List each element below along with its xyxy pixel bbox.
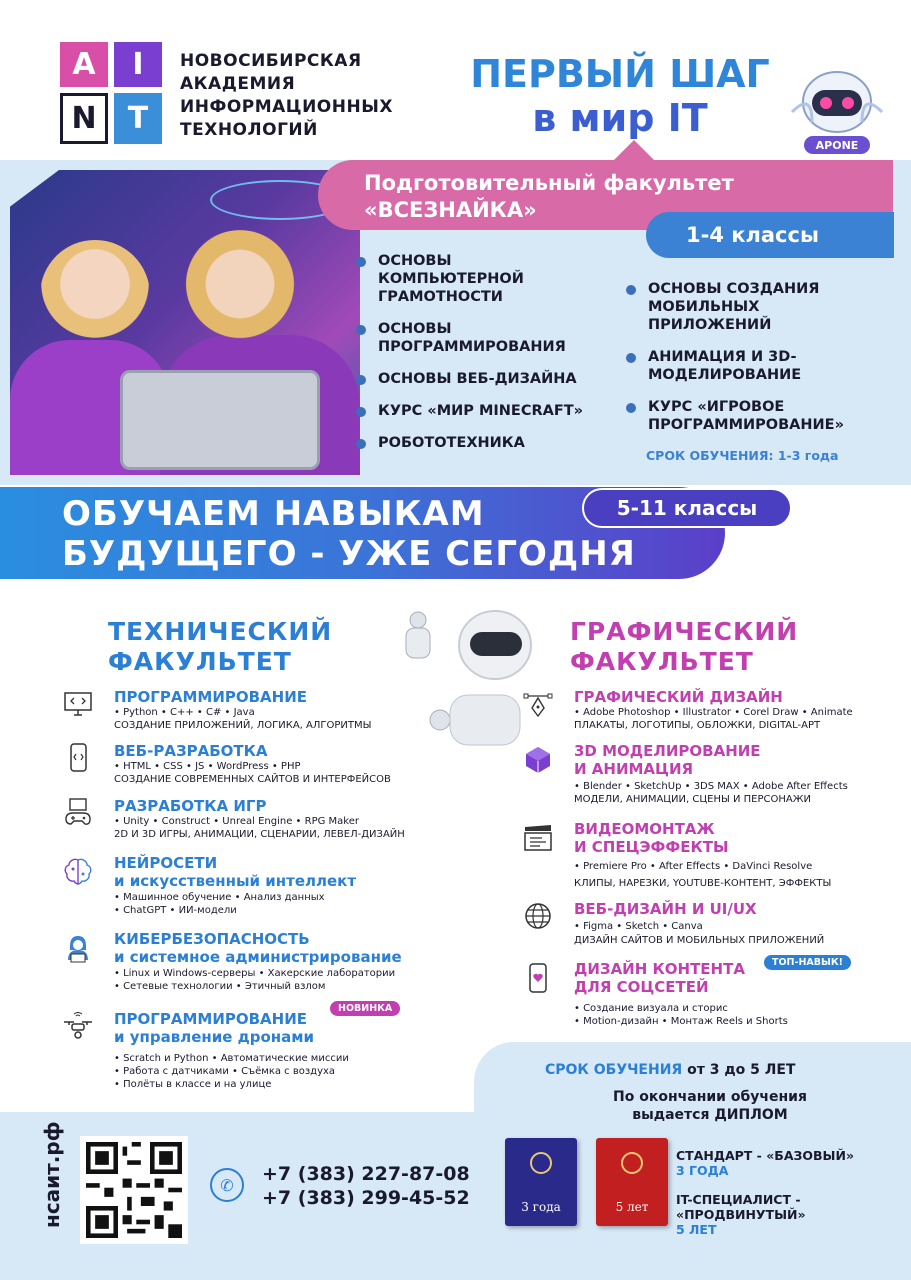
robot-peeking-icon: [400, 600, 540, 760]
prep-grades-pill: 1-4 классы: [646, 212, 894, 258]
prep-banner: Подготовительный факультет «ВСЕЗНАЙКА»: [318, 160, 893, 230]
academy-name: НОВОСИБИРСКАЯ АКАДЕМИЯ ИНФОРМАЦИОННЫХ ТЕХНОЛОГИЙ: [180, 51, 393, 140]
site-url[interactable]: нсаит.рф: [40, 1121, 64, 1228]
diploma-5-years: 5 лет: [596, 1138, 668, 1226]
top-skill-badge: ТОП-НАВЫК!: [764, 955, 851, 970]
hacker-icon: [62, 932, 94, 964]
tech-course-drones: ПРОГРАММИРОВАНИЕ и управление дронами • Scratch и Python • Автоматические миссии • Работа с датчиками • Съёмка с воздуха • Полёты в классе и на улице: [62, 1010, 402, 1090]
prep-term: СРОК ОБУЧЕНИЯ: 1-3 года: [646, 448, 839, 463]
emblem-icon: [621, 1152, 643, 1174]
prep-course-item: КУРС «МИР MINECRAFT»: [356, 402, 616, 420]
diploma-3-years: 3 года: [505, 1138, 577, 1226]
robot-badge: APONE: [815, 139, 859, 152]
code-monitor-icon: [62, 688, 94, 720]
qr-code[interactable]: [80, 1136, 188, 1244]
tech-course-games: РАЗРАБОТКА ИГР • Unity • Construct • Unreal Engine • RPG Maker 2D И 3D ИГРЫ, АНИМАЦИИ, СЦЕНАРИИ, ЛЕВЕЛ-ДИЗАЙН: [62, 797, 402, 841]
gamepad-icon: [62, 797, 94, 829]
logo: [60, 42, 162, 144]
tech-course-web: ВЕБ-РАЗРАБОТКА • HTML • CSS • JS • WordPress • PHP СОЗДАНИЕ СОВРЕМЕННЫХ САЙТОВ И ИНТЕРФЕЙСОВ: [62, 742, 402, 786]
phone-numbers: [262, 1162, 470, 1210]
logo-letter-a: A: [60, 42, 108, 87]
new-badge: НОВИНКА: [330, 1001, 400, 1016]
prep-courses-col2: [626, 280, 896, 434]
phone-1[interactable]: +7 (383) 227-87-08: [262, 1163, 470, 1185]
prep-course-item: РОБОТОТЕХНИКА: [356, 434, 616, 452]
skills-headline: ОБУЧАЕМ НАВЫКАМ БУДУЩЕГО - УЖЕ СЕГОДНЯ: [62, 494, 636, 574]
prep-course-item: ОСНОВЫ СОЗДАНИЯ МОБИЛЬНЫХ ПРИЛОЖЕНИЙ: [626, 280, 846, 334]
graph-course-design: ГРАФИЧЕСКИЙ ДИЗАЙН • Adobe Photoshop • Illustrator • Corel Draw • Animate ПЛАКАТЫ, ЛОГОТИПЫ, ОБЛОЖКИ, DIGITAL-АРТ: [522, 688, 892, 732]
prep-course-item: АНИМАЦИЯ И 3D-МОДЕЛИРОВАНИЕ: [626, 348, 856, 384]
diploma-advanced-desc: IT-СПЕЦИАЛИСТ - «ПРОДВИНУТЫЙ» 5 ЛЕТ: [676, 1192, 806, 1237]
graph-course-social: ДИЗАЙН КОНТЕНТА ДЛЯ СОЦСЕТЕЙ • Создание визуала и сторис • Motion-дизайн • Монтаж Reels и Shorts: [522, 960, 892, 1028]
graph-faculty-title: ГРАФИЧЕСКИЙ ФАКУЛЬТЕТ: [570, 617, 799, 676]
logo-letter-t: T: [114, 93, 162, 144]
graph-course-uiux: ВЕБ-ДИЗАЙН И UI/UX • Figma • Sketch • Canva ДИЗАЙН САЙТОВ И МОБИЛЬНЫХ ПРИЛОЖЕНИЙ: [522, 900, 892, 948]
tech-course-ai: НЕЙРОСЕТИ и искусственный интеллект • Машинное обучение • Анализ данных • ChatGPT • ИИ-модели: [62, 854, 402, 916]
study-term: СРОК ОБУЧЕНИЯ от 3 до 5 ЛЕТ: [545, 1062, 796, 1078]
pen-tool-icon: [522, 688, 554, 720]
phone-icon: ✆: [210, 1168, 244, 1202]
prep-course-item: ОСНОВЫ ВЕБ-ДИЗАЙНА: [356, 370, 616, 388]
emblem-icon: [530, 1152, 552, 1174]
graph-course-video: ВИДЕОМОНТАЖ И СПЕЦЭФФЕКТЫ • Premiere Pro • After Effects • DaVinci Resolve КЛИПЫ, НАРЕЗКИ, YOUTUBE-КОНТЕНТ, ЭФФЕКТЫ: [522, 820, 892, 888]
phone-code-icon: [62, 742, 94, 774]
tech-faculty-title: ТЕХНИЧЕСКИЙ ФАКУЛЬТЕТ: [108, 617, 333, 676]
prep-banner-pointer: [612, 140, 656, 162]
tech-course-security: КИБЕРБЕЗОПАСНОСТЬ и системное администрирование • Linux и Windows-серверы • Хакерские лаборатории • Сетевые технологии • Этичный взлом: [62, 930, 462, 992]
phone-heart-icon: [522, 962, 554, 994]
cube-icon: [522, 744, 554, 776]
logo-letter-i: I: [114, 42, 162, 87]
prep-course-item: ОСНОВЫ КОМПЬЮТЕРНОЙ ГРАМОТНОСТИ: [356, 252, 546, 306]
prep-courses-col1: [356, 252, 616, 452]
clapper-icon: [522, 822, 554, 854]
phone-2[interactable]: +7 (383) 299-45-52: [262, 1187, 470, 1209]
globe-icon: [522, 900, 554, 932]
graph-course-3d: 3D МОДЕЛИРОВАНИЕ И АНИМАЦИЯ • Blender • SketchUp • 3DS MAX • Adobe After Effects МОДЕЛИ, АНИМАЦИИ, СЦЕНЫ И ПЕРСОНАЖИ: [522, 742, 892, 806]
diploma-basic-desc: СТАНДАРТ - «БАЗОВЫЙ» 3 ГОДА: [676, 1148, 855, 1178]
prep-course-item: ОСНОВЫ ПРОГРАММИРОВАНИЯ: [356, 320, 596, 356]
robot-mascot-icon: [782, 52, 892, 162]
brain-icon: [62, 856, 94, 888]
diploma-note: По окончании обучения выдается ДИПЛОМ: [613, 1089, 807, 1123]
logo-letter-n: N: [60, 93, 108, 144]
prep-course-item: КУРС «ИГРОВОЕ ПРОГРАММИРОВАНИЕ»: [626, 398, 876, 434]
tech-course-programming: ПРОГРАММИРОВАНИЕ • Python • C++ • C# • Java СОЗДАНИЕ ПРИЛОЖЕНИЙ, ЛОГИКА, АЛГОРИТМЫ: [62, 688, 402, 732]
kids-photo: [10, 170, 360, 475]
drone-icon: [62, 1012, 94, 1044]
skills-grades-pill: 5-11 классы: [582, 488, 792, 528]
hero-title: ПЕРВЫЙ ШАГ в мир IT: [470, 52, 770, 140]
